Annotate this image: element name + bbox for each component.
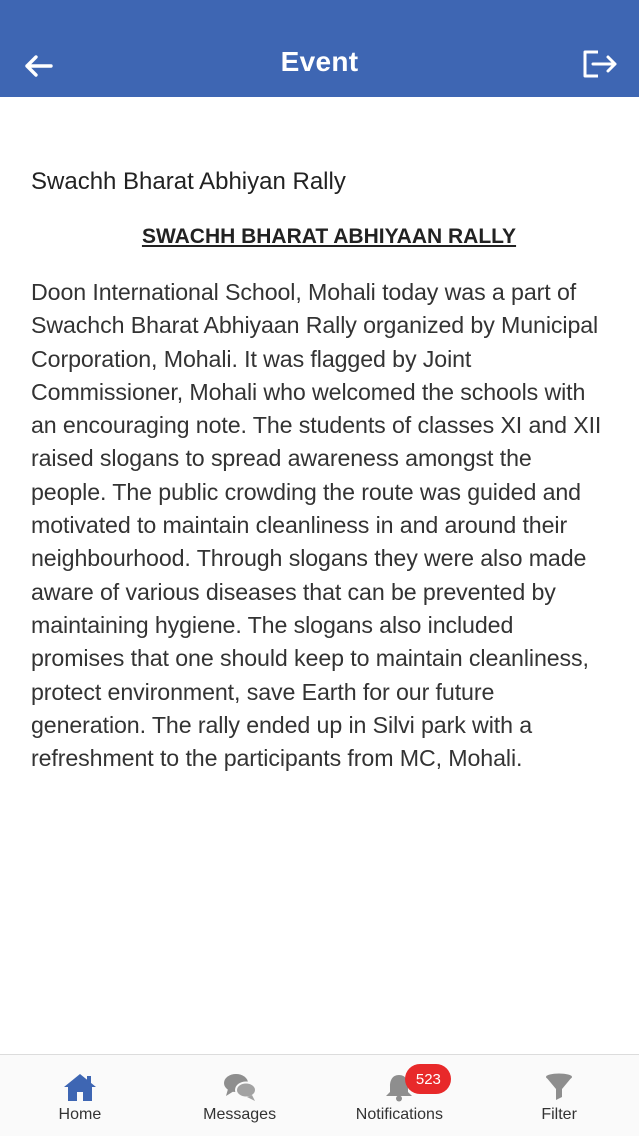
- nav-item-filter[interactable]: [479, 1055, 639, 1136]
- event-title: Swachh Bharat Abhiyan Rally: [31, 168, 346, 195]
- event-heading: SWACHH BHARAT ABHIYAAN RALLY: [141, 225, 517, 248]
- logout-icon: [581, 48, 619, 80]
- logout-button[interactable]: [579, 44, 621, 84]
- nav-label-messages: Messages: [203, 1106, 277, 1123]
- filter-icon: [544, 1072, 574, 1102]
- page-title: Event: [280, 46, 359, 77]
- nav-item-messages[interactable]: [160, 1055, 320, 1136]
- nav-label-home: Home: [58, 1106, 102, 1123]
- home-icon: [62, 1072, 98, 1102]
- app-header: [0, 0, 639, 97]
- bottom-navigation: [0, 1054, 639, 1136]
- nav-label-filter: Filter: [541, 1106, 577, 1123]
- nav-item-home[interactable]: [0, 1055, 160, 1136]
- chat-bubbles-icon: [222, 1072, 258, 1102]
- event-description: Doon International School, Mohali today was a part of Swachch Bharat Abhiyaan Rally organized by Municipal Corporation, Mohali. It was flagged by Joint Commissioner, Mohali who welcomed the schools with an encouraging note. The students of classes XI and XII raised slogans to spread awareness amongst the people. The public crowding the route was guided and motivated to maintain cleanliness in and around their neighbourhood. Through slogans they were also made aware of various diseases that can be prevented by maintaining hygiene. The slogans also included promises that one should keep to maintain cleanliness, protect environment, save Earth for our future generation. The rally ended up in Silvi park with a refreshment to the participants from MC, Mohali.: [31, 279, 602, 772]
- nav-item-notifications[interactable]: [320, 1055, 480, 1136]
- event-content: [31, 168, 611, 775]
- notification-count-badge: 523: [405, 1064, 451, 1094]
- nav-label-notifications: Notifications: [355, 1106, 443, 1123]
